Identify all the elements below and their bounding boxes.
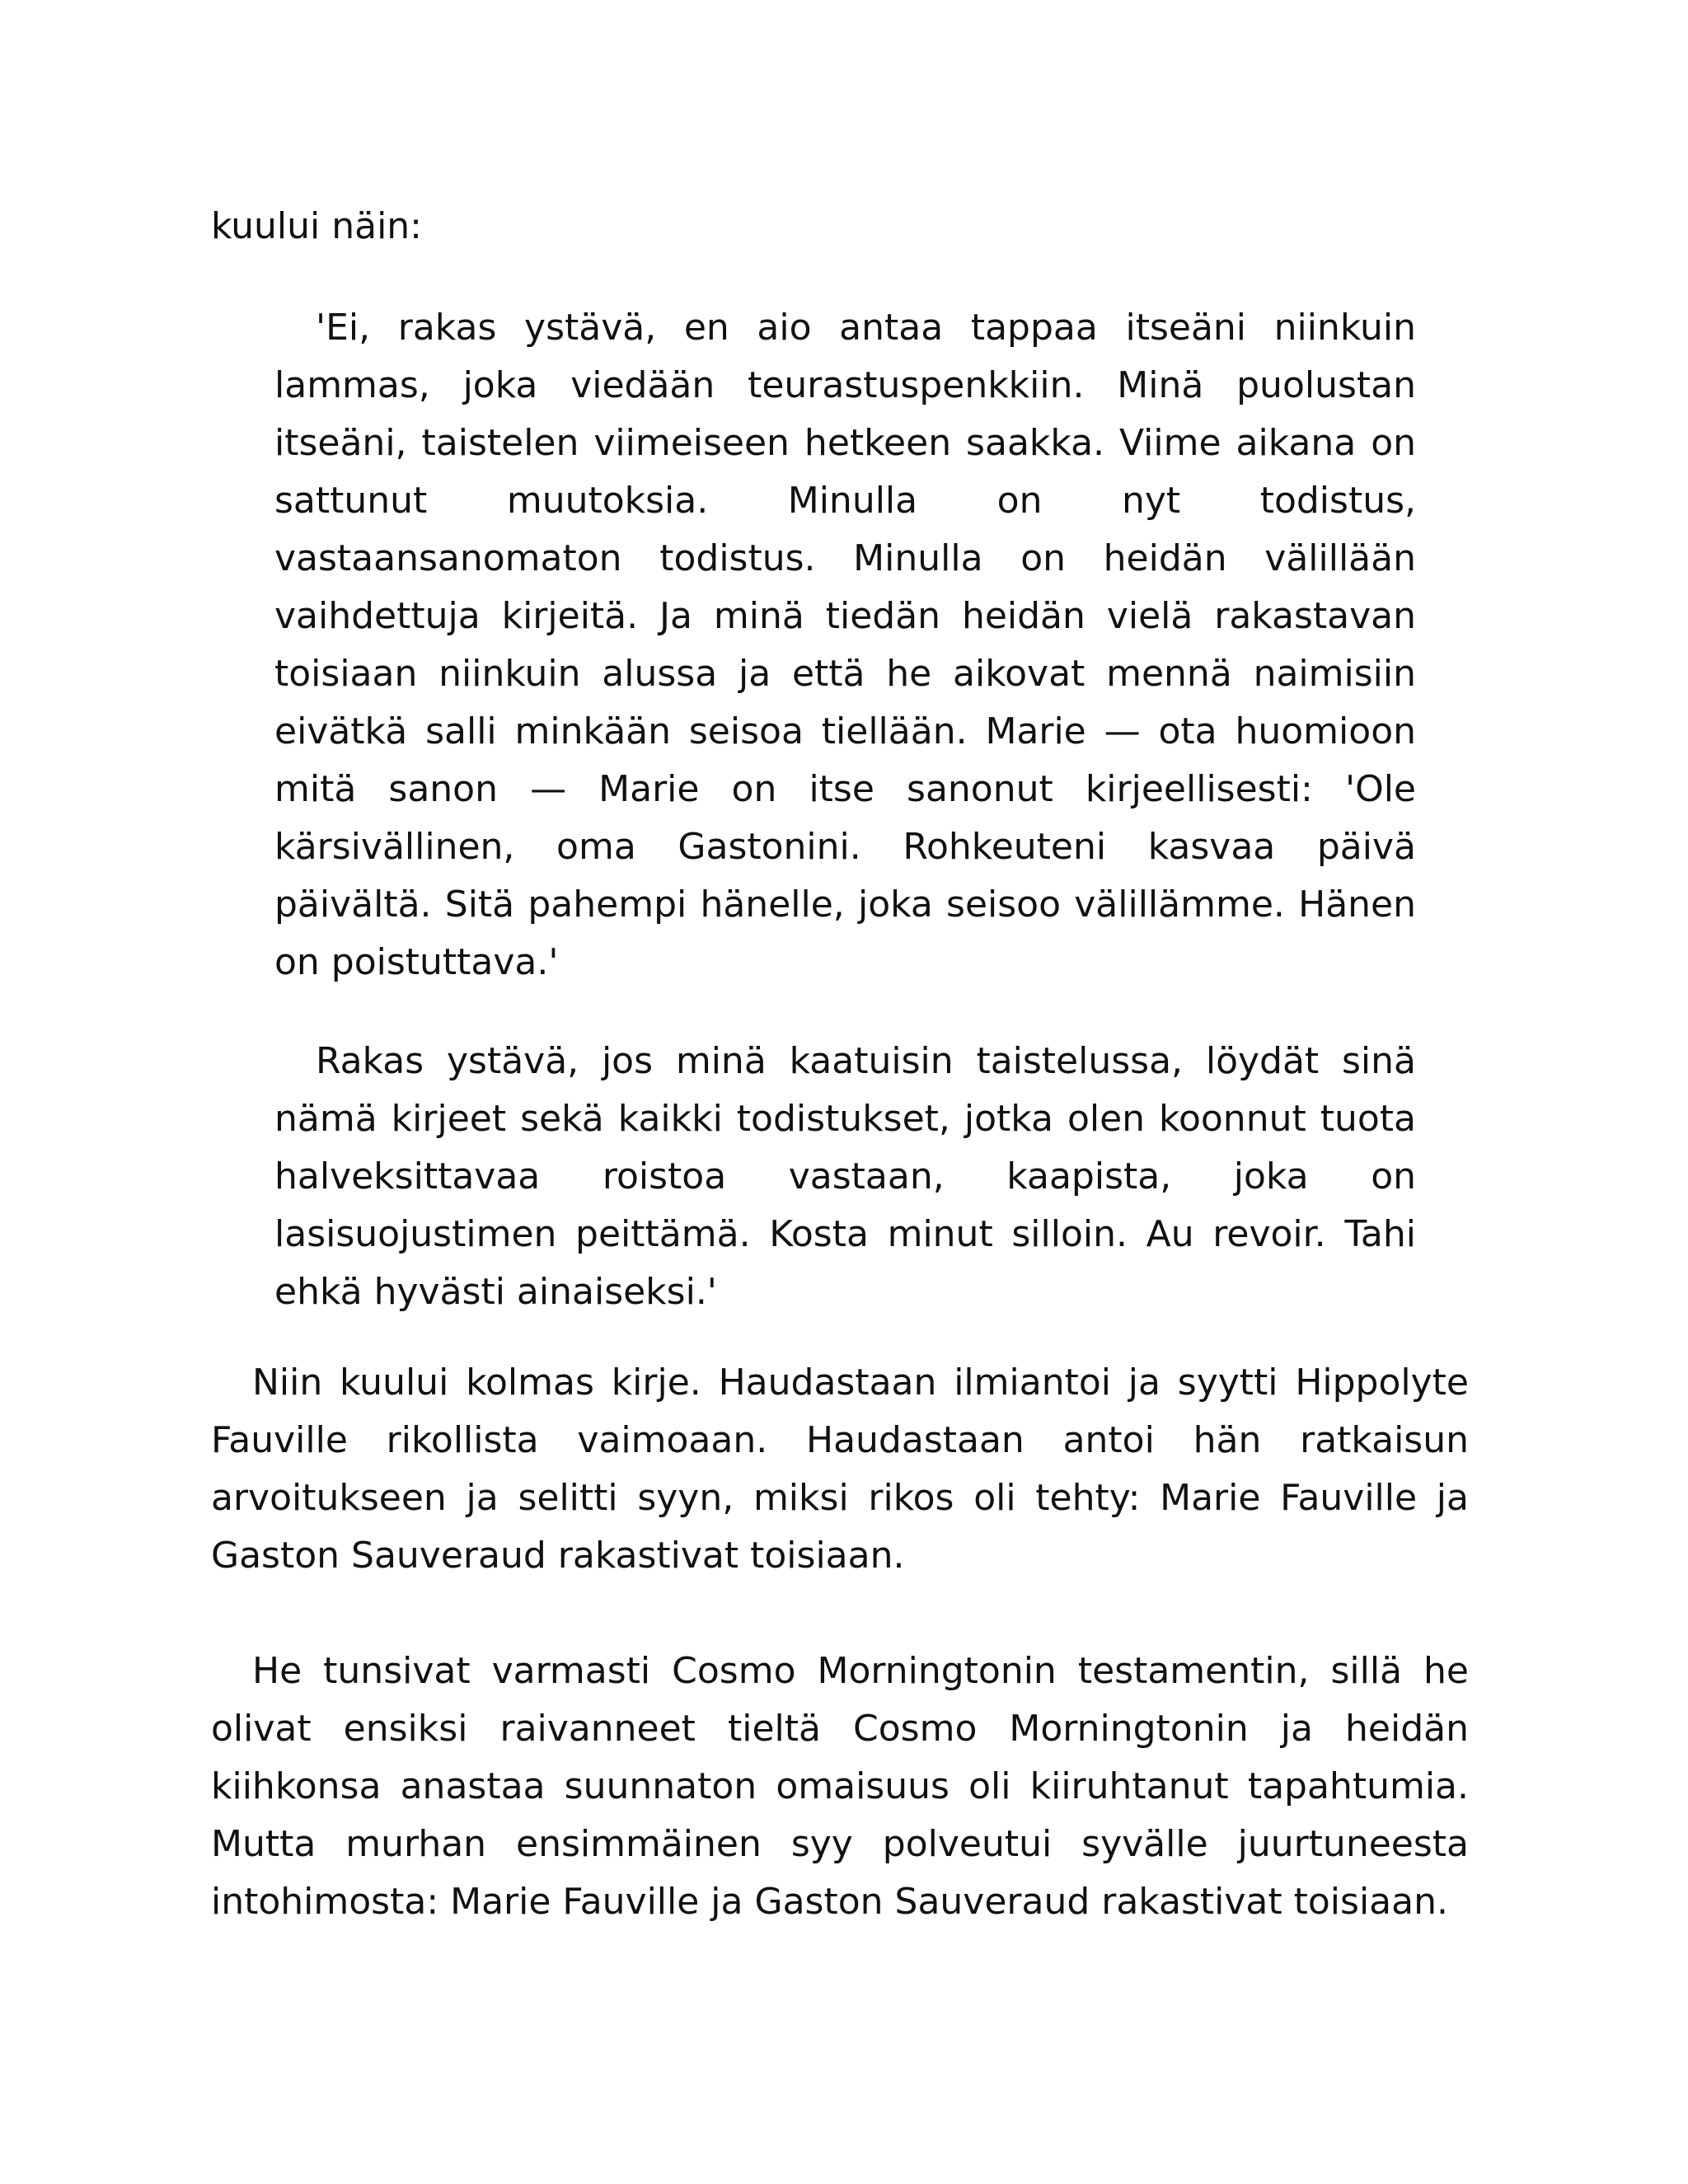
quoted-letter-paragraph: 'Ei, rakas ystävä, en aio antaa tappaa itseäni niinkuin lammas, joka viedään teurastuspenkkiin. Minä puolustan itseäni, taistelen viimeiseen hetkeen saakka. Viime aikana on sattunut muutoksia. Minulla on nyt todistus, vastaansanomaton todistus. Minulla on heidän välillään vaihdettuja kirjeitä. Ja minä tiedän heidän vielä rakastavan toisiaan niinkuin alussa ja että he aikovat mennä naimisiin eivätkä salli minkään seisoa tiellään. Marie — ota huomioon mitä sanon — Marie on itse sanonut kirjeellisesti: 'Ole kärsivällinen, oma Gastonini. Rohkeuteni kasvaa päivä päivältä. Sitä pahempi hänelle, joka seisoo välillämme. Hänen on poistuttava.' bbox=[274, 307, 1416, 983]
body-paragraph: Niin kuului kolmas kirje. Haudastaan ilmiantoi ja syytti Hippolyte Fauville rikollista vaimoaan. Haudastaan antoi hän ratkaisun arvoitukseen ja selitti syyn, miksi rikos oli tehty: Marie Fauville ja Gaston Sauveraud rakastivat toisiaan. bbox=[211, 1361, 1469, 1577]
body-paragraph: He tunsivat varmasti Cosmo Morningtonin testamentin, sillä he olivat ensiksi raivanneet tieltä Cosmo Morningtonin ja heidän kiihkonsa anastaa suunnaton omaisuus oli kiiruhtanut tapahtumia. Mutta murhan ensimmäinen syy polveutui syvälle juurtuneesta intohimosta: Marie Fauville ja Gaston Sauveraud rakastivat toisiaan. bbox=[211, 1650, 1469, 1923]
intro-line: kuului näin: bbox=[211, 205, 423, 247]
quoted-letter-paragraph: Rakas ystävä, jos minä kaatuisin taistelussa, löydät sinä nämä kirjeet sekä kaikki todistukset, jotka olen koonnut tuota halveksittavaa roistoa vastaan, kaapista, joka on lasisuojustimen peittämä. Kosta minut silloin. Au revoir. Tahi ehkä hyvästi ainaiseksi.' bbox=[274, 1040, 1416, 1313]
